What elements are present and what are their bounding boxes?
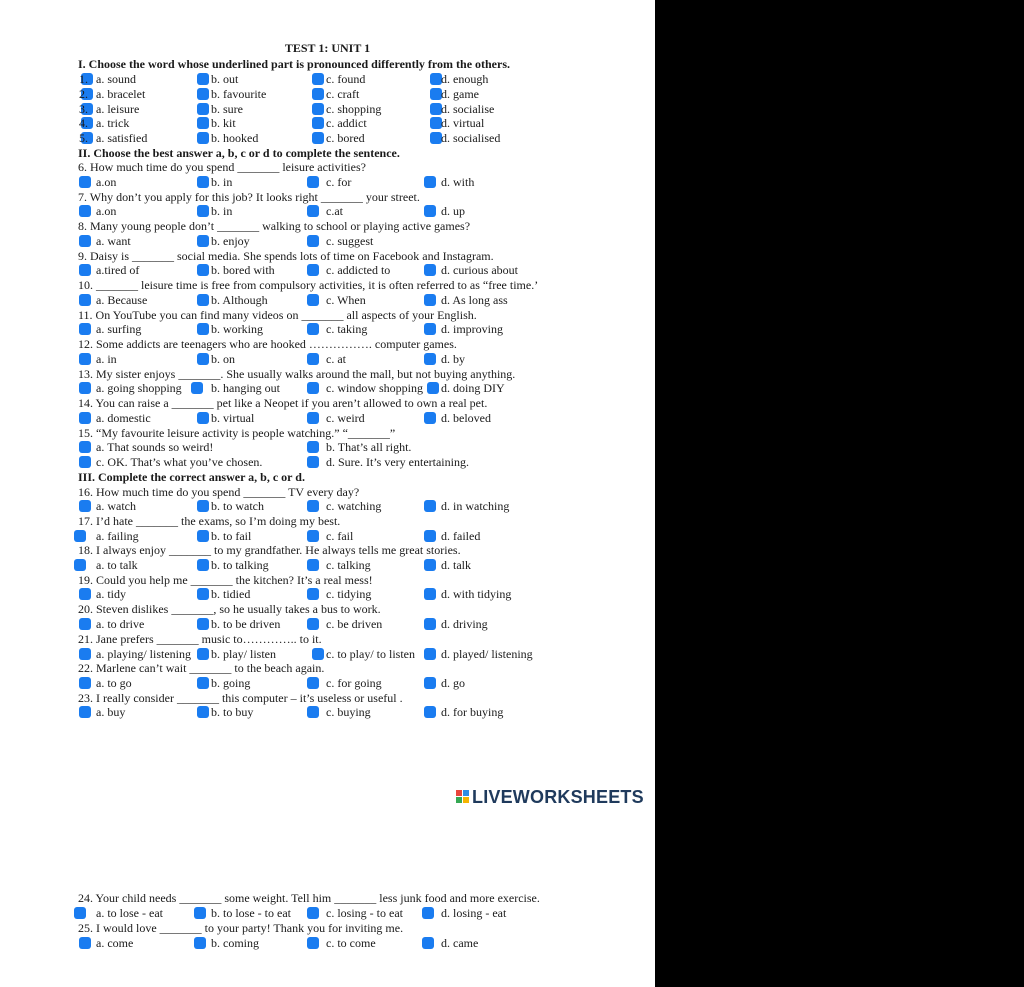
answer-option-label: a. failing (96, 529, 139, 543)
answer-checkbox[interactable] (197, 412, 209, 424)
answer-option-label: c. talking (326, 558, 371, 572)
question-text: 11. On YouTube you can find many videos on _______ all aspects of your English. (78, 308, 477, 322)
answer-option-label: d. up (441, 204, 465, 218)
answer-option-label: a. to lose - eat (96, 906, 163, 920)
answer-checkbox[interactable] (424, 205, 436, 217)
answer-checkbox[interactable] (307, 588, 319, 600)
answer-options-row (0, 263, 655, 278)
answer-option-label: a. tidy (96, 587, 126, 601)
answer-option-label: a. domestic (96, 411, 151, 425)
question-text: 15. “My favourite leisure activity is people watching.” “_______” (78, 426, 396, 440)
answer-options-row (0, 617, 655, 632)
answer-checkbox[interactable] (424, 618, 436, 630)
question-row (0, 514, 655, 529)
answer-checkbox[interactable] (197, 176, 209, 188)
answer-option-label: a. to go (96, 676, 132, 690)
answer-option-label: d. losing - eat (441, 906, 507, 920)
answer-checkbox[interactable] (307, 559, 319, 571)
answer-option-label: c. tidying (326, 587, 372, 601)
answer-option-label: a. trick (96, 116, 130, 130)
answer-option-label: a. to talk (96, 558, 138, 572)
answer-checkbox[interactable] (197, 530, 209, 542)
answer-checkbox[interactable] (191, 382, 203, 394)
answer-option-label: b. kit (211, 116, 236, 130)
answer-checkbox[interactable] (307, 294, 319, 306)
answer-option-label: c. shopping (326, 102, 382, 116)
answer-checkbox[interactable] (424, 530, 436, 542)
answer-options-row (0, 906, 655, 921)
answer-option-label: b. tidied (211, 587, 251, 601)
answer-options-row (0, 175, 655, 190)
question-row (0, 485, 655, 500)
answer-option-label: c. losing - to eat (326, 906, 403, 920)
question-row (0, 691, 655, 706)
answer-option-label: b. virtual (211, 411, 255, 425)
answer-option-label: d. with (441, 175, 475, 189)
answer-checkbox[interactable] (79, 235, 91, 247)
answer-checkbox[interactable] (307, 937, 319, 949)
question-text: 12. Some addicts are teenagers who are hooked ……………. computer games. (78, 337, 457, 351)
logo-square (463, 790, 469, 796)
answer-option-label: c. buying (326, 705, 371, 719)
answer-checkbox[interactable] (307, 706, 319, 718)
answer-option-label: a. come (96, 936, 134, 950)
answer-option-label: a. want (96, 234, 131, 248)
question-text: 21. Jane prefers _______ music to………….. to it. (78, 632, 322, 646)
answer-checkbox[interactable] (424, 500, 436, 512)
question-row (0, 921, 655, 936)
answer-option-label: d. by (441, 352, 465, 366)
question-row (0, 308, 655, 323)
answer-option-label: a. playing/ listening (96, 647, 191, 661)
answer-option-label: a.on (96, 204, 117, 218)
answer-option-label: b. out (211, 72, 239, 86)
answer-option-label: d. beloved (441, 411, 491, 425)
question-row (0, 367, 655, 382)
answer-checkbox[interactable] (307, 677, 319, 689)
answer-checkbox[interactable] (424, 588, 436, 600)
answer-checkbox[interactable] (312, 117, 324, 129)
answer-option-label: a. Because (96, 293, 148, 307)
question-row (0, 337, 655, 352)
answer-checkbox[interactable] (79, 294, 91, 306)
answer-option-label: b. to lose - to eat (211, 906, 291, 920)
answer-checkbox[interactable] (307, 907, 319, 919)
question-row (0, 72, 655, 87)
answer-option-label: a.tired of (96, 263, 140, 277)
answer-checkbox[interactable] (197, 353, 209, 365)
answer-checkbox[interactable] (79, 323, 91, 335)
answer-checkbox[interactable] (424, 706, 436, 718)
answer-option-label: a. That sounds so weird! (96, 440, 214, 454)
answer-option-label: d. doing DIY (441, 381, 505, 395)
answer-option-label: b. to talking (211, 558, 269, 572)
answer-checkbox[interactable] (424, 677, 436, 689)
answer-options-row (0, 293, 655, 308)
answer-option-label: b. play/ listen (211, 647, 276, 661)
answer-option-label: a. going shopping (96, 381, 182, 395)
answer-checkbox[interactable] (424, 648, 436, 660)
section-heading-text: II. Choose the best answer a, b, c or d to complete the sentence. (78, 146, 400, 160)
answer-options-row (0, 352, 655, 367)
answer-checkbox[interactable] (79, 382, 91, 394)
answer-option-label: b. coming (211, 936, 259, 950)
answer-option-label: b. hooked (211, 131, 259, 145)
answer-options-row (0, 322, 655, 337)
question-text: 22. Marlene can’t wait _______ to the beach again. (78, 661, 325, 675)
answer-option-label: b. enjoy (211, 234, 250, 248)
answer-option-label: b. favourite (211, 87, 267, 101)
answer-checkbox[interactable] (424, 323, 436, 335)
answer-option-label: b. to be driven (211, 617, 281, 631)
answer-checkbox[interactable] (307, 382, 319, 394)
answer-checkbox[interactable] (307, 456, 319, 468)
answer-checkbox[interactable] (197, 294, 209, 306)
section-heading-text: I. Choose the word whose underlined part is pronounced differently from the others. (78, 57, 511, 71)
answer-checkbox[interactable] (424, 264, 436, 276)
answer-checkbox[interactable] (307, 618, 319, 630)
question-text: 1. (79, 72, 88, 86)
answer-checkbox[interactable] (307, 264, 319, 276)
answer-option-label: c. be driven (326, 617, 383, 631)
answer-option-label: c. craft (326, 87, 360, 101)
question-row (0, 249, 655, 264)
question-text: 25. I would love _______ to your party! Thank you for inviting me. (78, 921, 404, 935)
answer-checkbox[interactable] (424, 412, 436, 424)
answer-option-label: b. That’s all right. (326, 440, 412, 454)
answer-checkbox[interactable] (422, 907, 434, 919)
answer-option-label: a. leisure (96, 102, 140, 116)
answer-checkbox[interactable] (197, 205, 209, 217)
answer-options-row (0, 440, 655, 455)
answer-checkbox[interactable] (79, 353, 91, 365)
answer-option-label: b. Although (211, 293, 268, 307)
answer-checkbox[interactable] (307, 235, 319, 247)
answer-option-label: c. addicted to (326, 263, 391, 277)
answer-option-label: d. with tidying (441, 587, 512, 601)
answer-checkbox[interactable] (197, 103, 209, 115)
section-heading-text: III. Complete the correct answer a, b, c or d. (78, 470, 305, 484)
answer-option-label: c. watching (326, 499, 382, 513)
answer-checkbox[interactable] (427, 382, 439, 394)
answer-options-row (0, 647, 655, 662)
answer-checkbox[interactable] (307, 323, 319, 335)
answer-option-label: d. came (441, 936, 479, 950)
answer-checkbox[interactable] (307, 530, 319, 542)
answer-option-label: b. to fail (211, 529, 252, 543)
answer-checkbox[interactable] (312, 132, 324, 144)
answer-option-label: a. surfing (96, 322, 142, 336)
answer-checkbox[interactable] (74, 559, 86, 571)
answer-checkbox[interactable] (197, 88, 209, 100)
answer-checkbox[interactable] (197, 677, 209, 689)
section-heading (0, 146, 655, 161)
answer-checkbox[interactable] (194, 937, 206, 949)
answer-option-label: b. sure (211, 102, 243, 116)
answer-options-row (0, 204, 655, 219)
answer-checkbox[interactable] (307, 441, 319, 453)
question-row (0, 190, 655, 205)
answer-option-label: d. virtual (441, 116, 485, 130)
question-row (0, 131, 655, 146)
answer-option-label: a.on (96, 175, 117, 189)
answer-option-label: b. going (211, 676, 251, 690)
question-text: 3. (79, 102, 88, 116)
question-row (0, 661, 655, 676)
answer-checkbox[interactable] (79, 937, 91, 949)
answer-option-label: d. go (441, 676, 465, 690)
answer-option-label: a. sound (96, 72, 136, 86)
answer-checkbox[interactable] (197, 618, 209, 630)
answer-option-label: d. failed (441, 529, 481, 543)
question-text: 14. You can raise a _______ pet like a Neopet if you aren’t allowed to own a real pet. (78, 396, 488, 410)
answer-checkbox[interactable] (74, 530, 86, 542)
answer-option-label: b. to buy (211, 705, 254, 719)
answer-options-row (0, 234, 655, 249)
question-row (0, 87, 655, 102)
answer-checkbox[interactable] (307, 205, 319, 217)
answer-option-label: d. socialise (441, 102, 495, 116)
answer-checkbox[interactable] (197, 706, 209, 718)
question-row (0, 602, 655, 617)
answer-options-row (0, 587, 655, 602)
answer-option-label: b. in (211, 175, 233, 189)
answer-checkbox[interactable] (197, 73, 209, 85)
answer-checkbox[interactable] (312, 648, 324, 660)
question-row (0, 891, 655, 906)
question-text: 6. How much time do you spend _______ leisure activities? (78, 160, 366, 174)
answer-options-row (0, 529, 655, 544)
answer-option-label: d. in watching (441, 499, 510, 513)
question-row (0, 543, 655, 558)
answer-options-row (0, 455, 655, 470)
question-text: 17. I’d hate _______ the exams, so I’m doing my best. (78, 514, 341, 528)
answer-option-label: c. window shopping (326, 381, 423, 395)
answer-options-row (0, 499, 655, 514)
answer-checkbox[interactable] (312, 88, 324, 100)
answer-checkbox[interactable] (424, 294, 436, 306)
question-row (0, 278, 655, 293)
answer-option-label: c. at (326, 352, 346, 366)
answer-option-label: d. for buying (441, 705, 504, 719)
section-heading (0, 470, 655, 485)
question-text: 24. Your child needs _______ some weight. Tell him _______ less junk food and more exercise. (78, 891, 540, 905)
question-text: 23. I really consider _______ this computer – it’s useless or useful . (78, 691, 403, 705)
answer-option-label: b. bored with (211, 263, 275, 277)
answer-checkbox[interactable] (197, 500, 209, 512)
answer-option-label: b. in (211, 204, 233, 218)
answer-option-label: b. hanging out (211, 381, 280, 395)
answer-option-label: d. improving (441, 322, 503, 336)
question-row (0, 116, 655, 131)
answer-checkbox[interactable] (197, 588, 209, 600)
answer-checkbox[interactable] (424, 176, 436, 188)
answer-option-label: a. satisfied (96, 131, 148, 145)
answer-checkbox[interactable] (312, 103, 324, 115)
answer-checkbox[interactable] (307, 176, 319, 188)
answer-option-label: d. game (441, 87, 479, 101)
answer-option-label: a. watch (96, 499, 136, 513)
answer-option-label: c. to play/ to listen (326, 647, 415, 661)
answer-option-label: c. When (326, 293, 366, 307)
question-row (0, 219, 655, 234)
answer-option-label: b. working (211, 322, 263, 336)
answer-option-label: d. As long ass (441, 293, 508, 307)
answer-options-row (0, 381, 655, 396)
liveworksheets-logo-icon (456, 790, 470, 804)
answer-option-label: c. suggest (326, 234, 374, 248)
answer-checkbox[interactable] (307, 353, 319, 365)
question-row (0, 102, 655, 117)
answer-option-label: d. talk (441, 558, 471, 572)
question-text: 13. My sister enjoys _______. She usually walks around the mall, but not buying anything. (78, 367, 516, 381)
answer-checkbox[interactable] (79, 264, 91, 276)
question-text: 8. Many young people don’t _______ walking to school or playing active games? (78, 219, 471, 233)
answer-option-label: c. weird (326, 411, 365, 425)
question-row (0, 632, 655, 647)
answer-checkbox[interactable] (424, 353, 436, 365)
answer-option-label: d. curious about (441, 263, 518, 277)
question-text: 16. How much time do you spend _______ TV every day? (78, 485, 360, 499)
page-title: TEST 1: UNIT 1 (284, 41, 371, 55)
answer-checkbox[interactable] (197, 264, 209, 276)
answer-option-label: c. OK. That’s what you’ve chosen. (96, 455, 263, 469)
answer-option-label: c. to come (326, 936, 376, 950)
liveworksheets-logo-text: LIVEWORKSHEETS (472, 787, 644, 807)
question-text: 4. (79, 116, 88, 130)
question-row (0, 573, 655, 588)
answer-checkbox[interactable] (74, 907, 86, 919)
answer-option-label: c. found (326, 72, 366, 86)
answer-checkbox[interactable] (194, 907, 206, 919)
answer-option-label: d. played/ listening (441, 647, 533, 661)
answer-option-label: a. to drive (96, 617, 145, 631)
answer-checkbox[interactable] (79, 456, 91, 468)
answer-option-label: c.at (326, 204, 343, 218)
answer-option-label: a. bracelet (96, 87, 146, 101)
answer-checkbox[interactable] (197, 235, 209, 247)
answer-options-row (0, 705, 655, 720)
answer-checkbox[interactable] (79, 588, 91, 600)
answer-checkbox[interactable] (79, 500, 91, 512)
answer-checkbox[interactable] (307, 412, 319, 424)
question-text: 10. _______ leisure time is free from compulsory activities, it is often referred to as “free time.’ (78, 278, 539, 292)
answer-checkbox[interactable] (79, 677, 91, 689)
answer-option-label: d. driving (441, 617, 488, 631)
question-text: 9. Daisy is _______ social media. She spends lots of time on Facebook and Instagram. (78, 249, 494, 263)
answer-checkbox[interactable] (307, 500, 319, 512)
answer-checkbox[interactable] (197, 117, 209, 129)
answer-option-label: d. Sure. It’s very entertaining. (326, 455, 469, 469)
answer-checkbox[interactable] (422, 937, 434, 949)
question-row (0, 160, 655, 175)
answer-checkbox[interactable] (424, 559, 436, 571)
question-text: 20. Steven dislikes _______, so he usually takes a bus to work. (78, 602, 381, 616)
answer-option-label: c. taking (326, 322, 368, 336)
answer-checkbox[interactable] (79, 205, 91, 217)
logo-square (456, 797, 462, 803)
logo-square (463, 797, 469, 803)
answer-checkbox[interactable] (197, 323, 209, 335)
question-text: 7. Why don’t you apply for this job? It looks right _______ your street. (78, 190, 420, 204)
answer-option-label: a. in (96, 352, 117, 366)
answer-options-row (0, 411, 655, 426)
answer-option-label: d. enough (441, 72, 489, 86)
question-text: 18. I always enjoy _______ to my grandfather. He always tells me great stories. (78, 543, 461, 557)
answer-checkbox[interactable] (197, 648, 209, 660)
section-heading (0, 57, 655, 72)
answer-option-label: c. for (326, 175, 352, 189)
answer-option-label: c. bored (326, 131, 365, 145)
answer-checkbox[interactable] (79, 176, 91, 188)
answer-checkbox[interactable] (79, 441, 91, 453)
question-text: 2. (79, 87, 88, 101)
answer-checkbox[interactable] (197, 559, 209, 571)
answer-checkbox[interactable] (79, 618, 91, 630)
question-row (0, 426, 655, 441)
answer-option-label: b. to watch (211, 499, 264, 513)
answer-options-row (0, 936, 655, 951)
question-row (0, 396, 655, 411)
answer-options-row (0, 558, 655, 573)
question-text: 19. Could you help me _______ the kitchen? It’s a real mess! (78, 573, 373, 587)
answer-option-label: a. buy (96, 705, 126, 719)
answer-option-label: c. fail (326, 529, 354, 543)
answer-checkbox[interactable] (312, 73, 324, 85)
logo-square (456, 790, 462, 796)
answer-option-label: c. for going (326, 676, 382, 690)
answer-checkbox[interactable] (79, 648, 91, 660)
answer-option-label: b. on (211, 352, 235, 366)
answer-checkbox[interactable] (79, 706, 91, 718)
answer-checkbox[interactable] (197, 132, 209, 144)
answer-checkbox[interactable] (79, 412, 91, 424)
answer-option-label: c. addict (326, 116, 367, 130)
question-text: 5. (79, 131, 88, 145)
answer-option-label: d. socialised (441, 131, 501, 145)
answer-options-row (0, 676, 655, 691)
